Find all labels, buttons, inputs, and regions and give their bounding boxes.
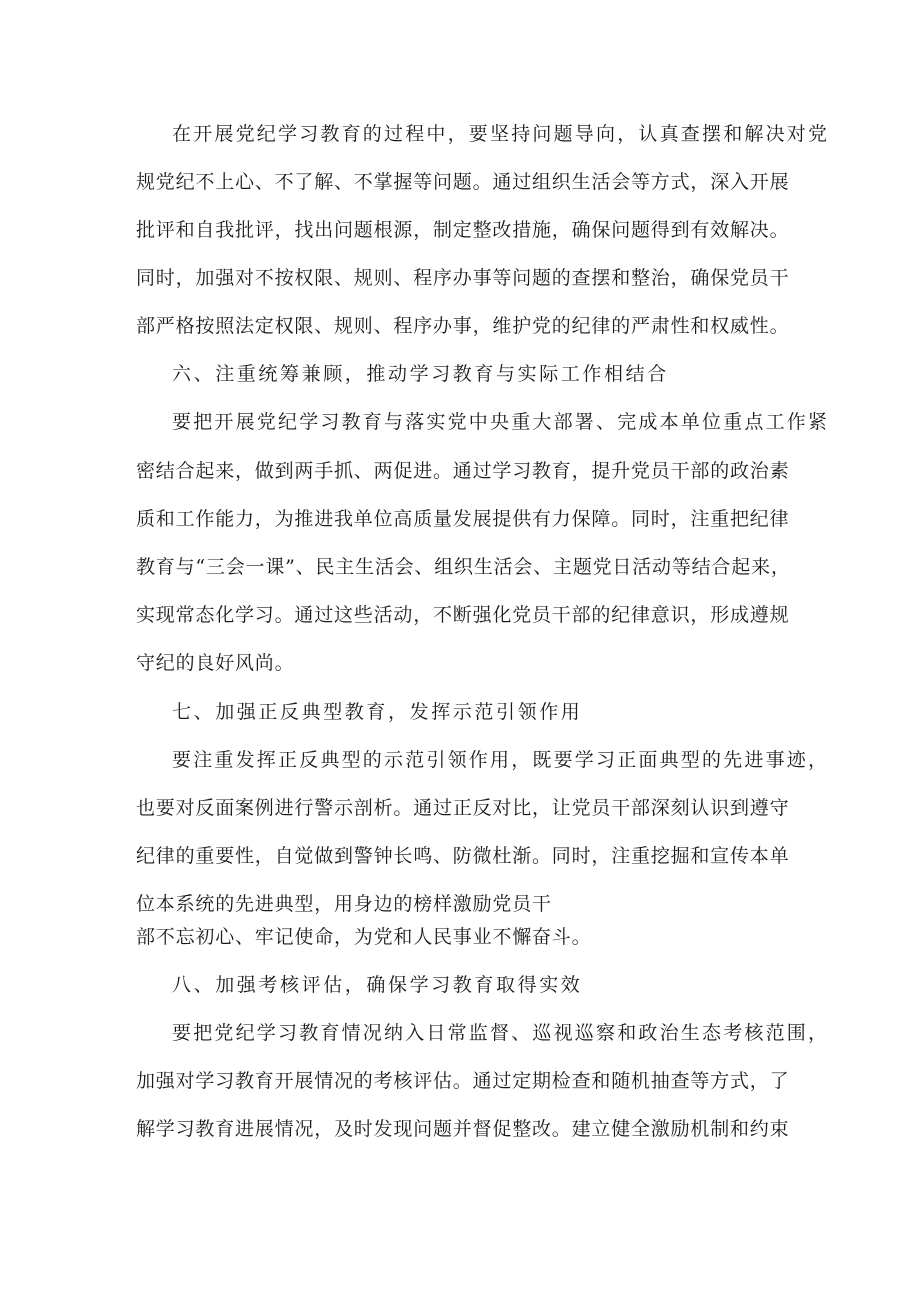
paragraph-line: 质和工作能力，为推进我单位高质量发展提供有力保障。同时，注重把纪律	[136, 508, 790, 530]
paragraph-line: 守纪的良好风尚。	[136, 652, 295, 674]
paragraph-line: 也要对反面案例进行警示剖析。通过正反对比，让党员干部深刻认识到遵守	[136, 797, 790, 819]
section-heading: 七、加强正反典型教育，发挥示范引领作用	[172, 701, 583, 723]
paragraph-line: 在开展党纪学习教育的过程中，要坚持问题导向，认真查摆和解决对党	[172, 123, 830, 145]
paragraph-line: 加强对学习教育开展情况的考核评估。通过定期检查和随机抽查等方式，了	[136, 1070, 790, 1092]
paragraph-line: 同时，加强对不按权限、规则、程序办事等问题的查摆和整治，确保党员干	[136, 267, 790, 289]
paragraph-line: 要把党纪学习教育情况纳入日常监督、巡视巡察和政治生态考核范围，	[172, 1022, 830, 1044]
paragraph-line: 纪律的重要性，自觉做到警钟长鸣、防微杜渐。同时，注重挖掘和宣传本单	[136, 845, 790, 867]
paragraph-line: 要把开展党纪学习教育与落实党中央重大部署、完成本单位重点工作紧	[172, 411, 830, 433]
paragraph-line: 解学习教育进展情况，及时发现问题并督促整改。建立健全激励机制和约束	[136, 1118, 790, 1140]
paragraph-line: 要注重发挥正反典型的示范引领作用，既要学习正面典型的先进事迹，	[172, 749, 830, 771]
paragraph-line: 部严格按照法定权限、规则、程序办事，维护党的纪律的严肃性和权威性。	[136, 315, 790, 337]
section-heading: 八、加强考核评估，确保学习教育取得实效	[172, 974, 583, 996]
paragraph-line: 批评和自我批评，找出问题根源，制定整改措施，确保问题得到有效解决。	[136, 219, 790, 241]
paragraph-line: 规党纪不上心、不了解、不掌握等问题。通过组织生活会等方式，深入开展	[136, 171, 790, 193]
paragraph-line: 实现常态化学习。通过这些活动，不断强化党员干部的纪律意识，形成遵规	[136, 604, 790, 626]
paragraph-line: 部不忘初心、牢记使命，为党和人民事业不懈奋斗。	[136, 926, 592, 948]
section-heading: 六、注重统筹兼顾，推动学习教育与实际工作相结合	[172, 363, 669, 385]
paragraph-line: 密结合起来，做到两手抓、两促进。通过学习教育，提升党员干部的政治素	[136, 460, 790, 482]
paragraph-line: 教育与“三会一课”、民主生活会、组织生活会、主题党日活动等结合起来，	[136, 556, 791, 578]
paragraph-line: 位本系统的先进典型，用身边的榜样激励党员干	[136, 893, 552, 915]
